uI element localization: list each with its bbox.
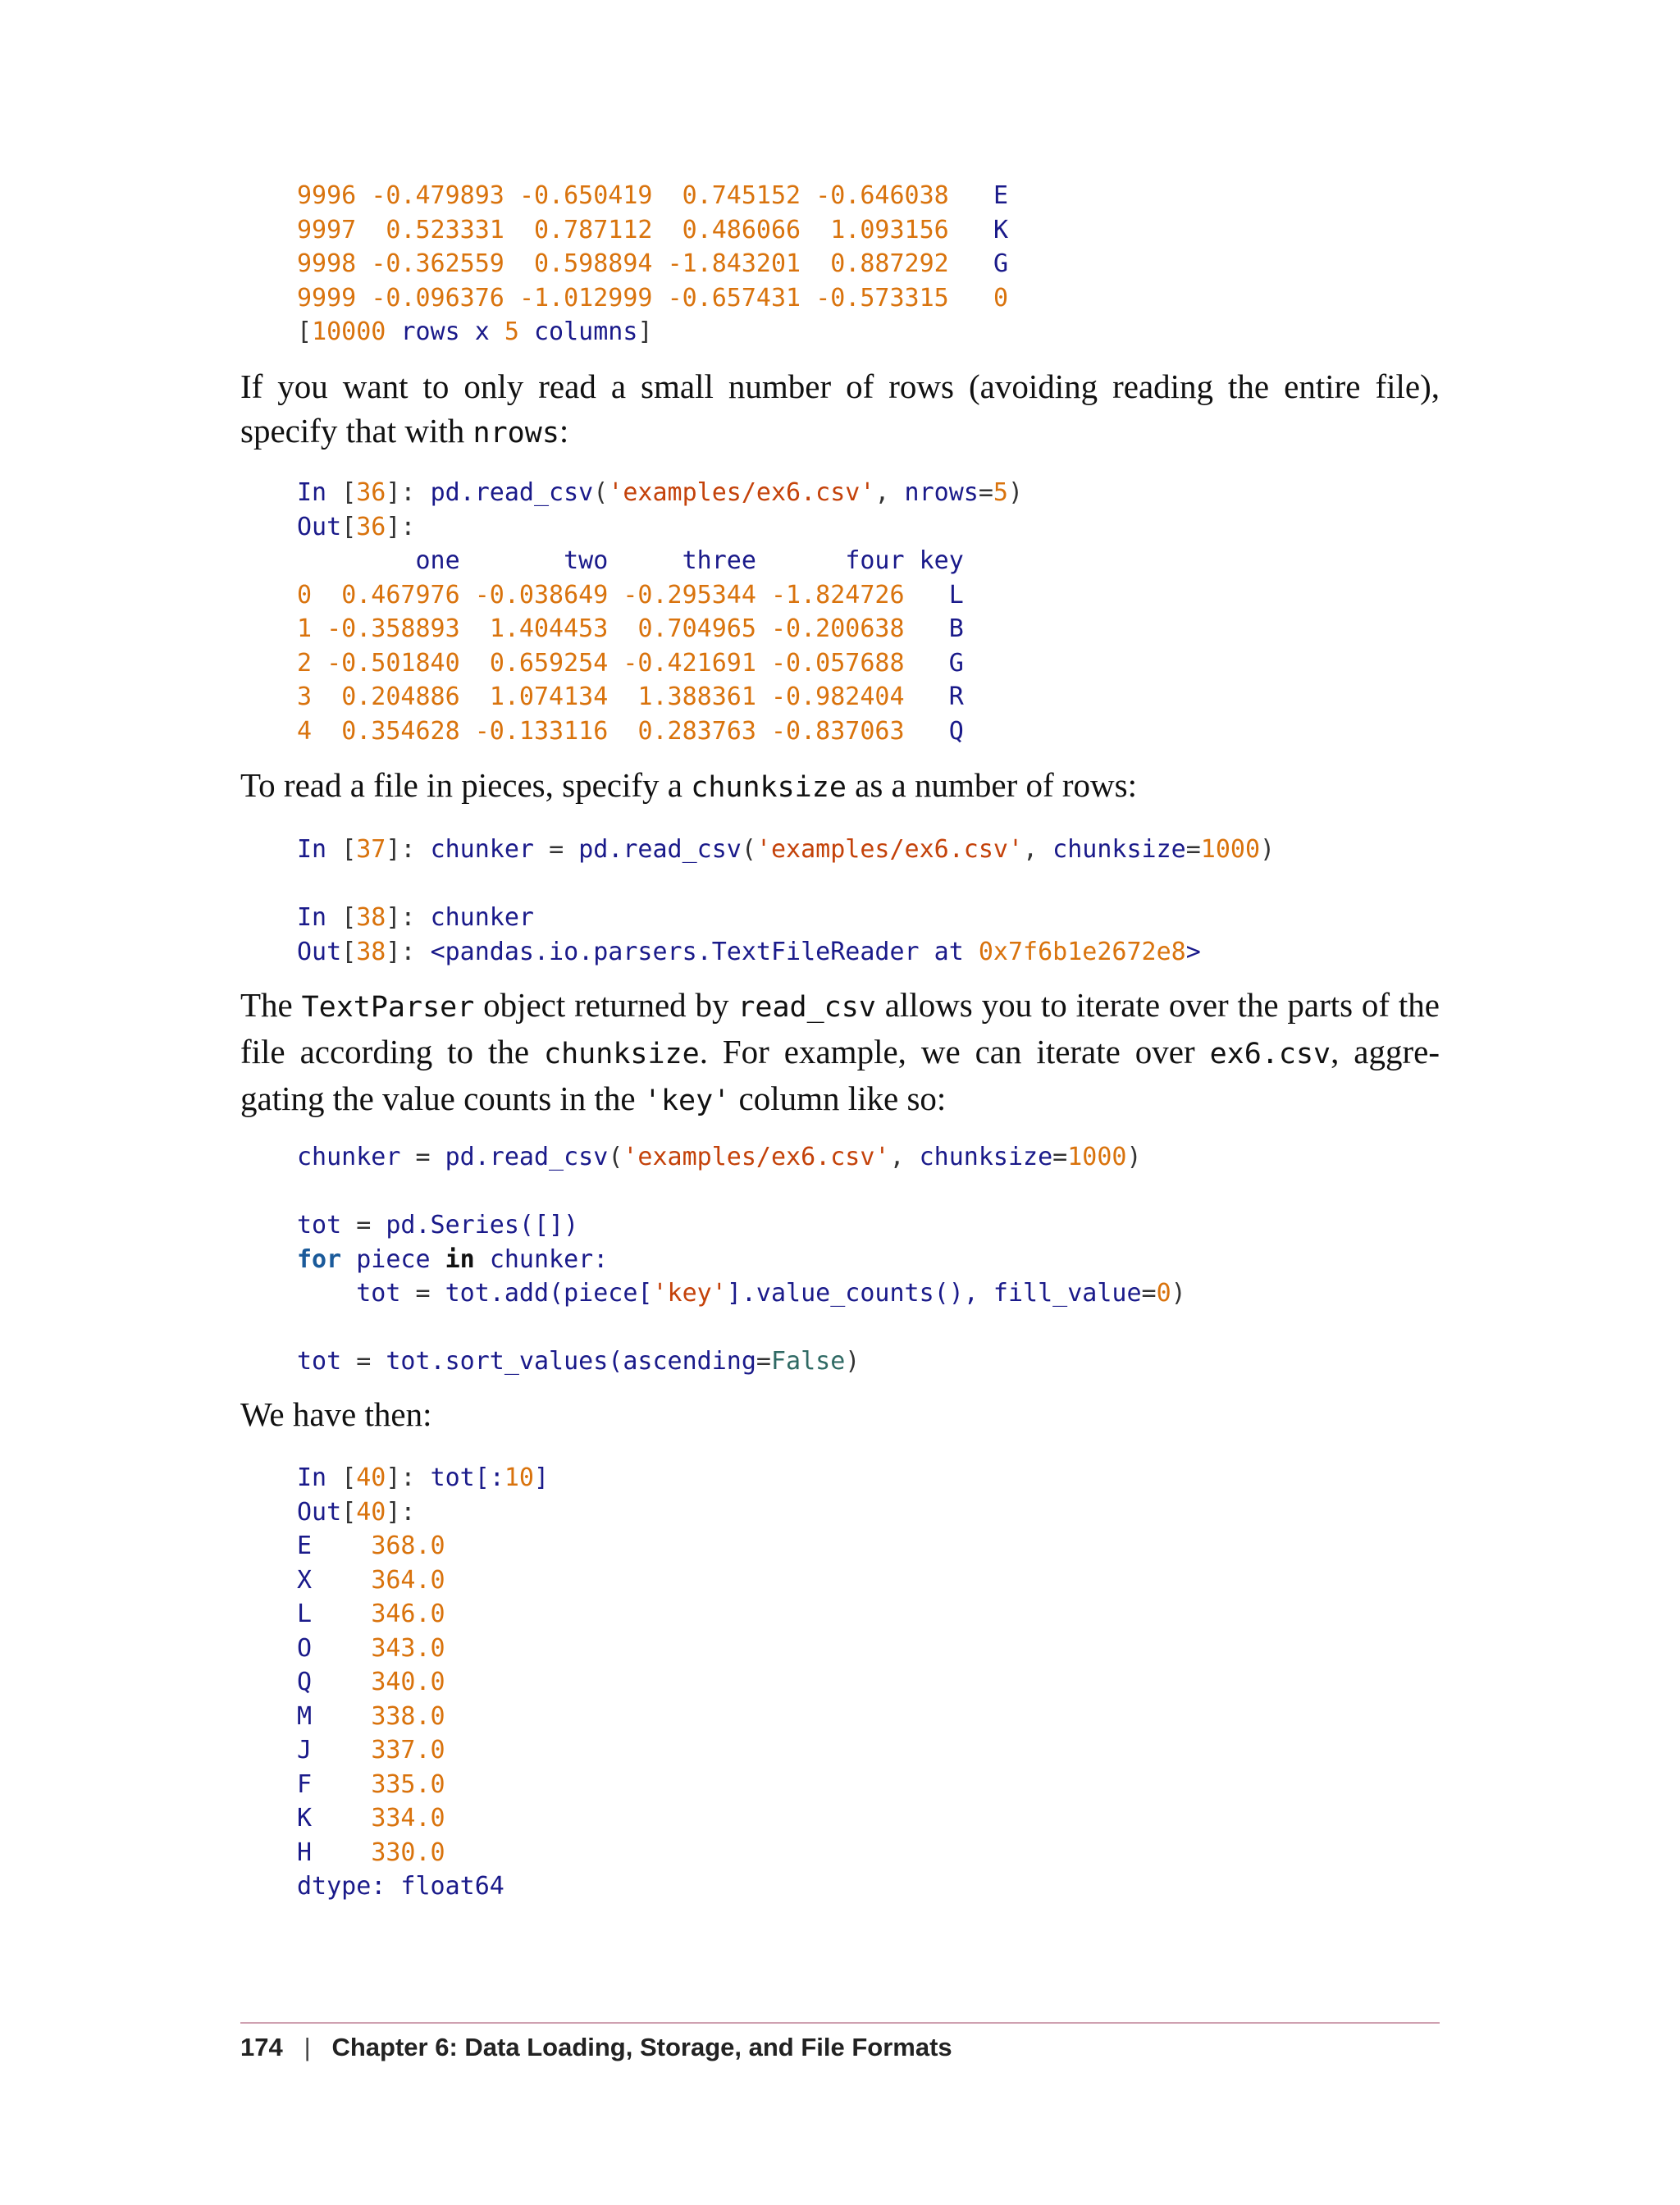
output-label: Out[40]: bbox=[297, 1497, 416, 1527]
chapter-title: Chapter 6: Data Loading, Storage, and File Formats bbox=[331, 2033, 952, 2061]
code-line: for piece in chunker: bbox=[297, 1244, 609, 1274]
table-row: 9996 -0.479893 -0.650419 0.745152 -0.646038 E bbox=[297, 181, 1008, 210]
table-row: 2 -0.501840 0.659254 -0.421691 -0.057688 G bbox=[297, 648, 964, 678]
input-line: In [38]: chunker bbox=[297, 903, 534, 932]
table-row: 0 0.467976 -0.038649 -0.295344 -1.824726 L bbox=[297, 580, 964, 609]
table-row: 3 0.204886 1.074134 1.388361 -0.982404 R bbox=[297, 682, 964, 711]
output-label: Out[36]: bbox=[297, 512, 416, 541]
list-item: H 330.0 bbox=[297, 1838, 445, 1867]
code-cell-in37-in38 bbox=[297, 833, 1275, 969]
list-item: O 343.0 bbox=[297, 1633, 445, 1663]
code-line: tot = tot.add(piece['key'].value_counts(), fill_value=0) bbox=[356, 1279, 1186, 1308]
page-number: 174 bbox=[240, 2033, 283, 2061]
code-cell-in36 bbox=[297, 476, 1023, 748]
dtype-line: dtype: float64 bbox=[297, 1872, 504, 1901]
list-item: F 335.0 bbox=[297, 1769, 445, 1799]
list-item: L 346.0 bbox=[297, 1600, 445, 1628]
table-header: one two three four key bbox=[415, 546, 964, 575]
table-row: 1 -0.358893 1.404453 0.704965 -0.200638 B bbox=[297, 614, 964, 643]
input-line: In [40]: tot[:10] bbox=[297, 1463, 550, 1492]
list-item: Q 340.0 bbox=[297, 1668, 445, 1696]
dataframe-tail-output bbox=[297, 179, 1008, 349]
footer-separator: | bbox=[304, 2033, 311, 2061]
input-line: In [37]: chunker = pd.read_csv('examples/ex6.csv', chunksize=1000) bbox=[297, 835, 1276, 864]
table-row: 4 0.354628 -0.133116 0.283763 -0.837063 Q bbox=[297, 716, 964, 746]
page-footer bbox=[240, 2033, 952, 2062]
paragraph-textparser: The TextParser object returned by read_csv allows you to iterate over the parts of the file according to the chunksize. For example, we can iterate over ex6.csv, aggre-gating the value counts in the 'key' column like so: bbox=[240, 986, 1440, 1117]
paragraph-we-have-then: We have then: bbox=[240, 1395, 432, 1433]
table-row: 9997 0.523331 0.787112 0.486066 1.093156 K bbox=[297, 215, 1008, 244]
code-line: tot = pd.Series([]) bbox=[297, 1211, 579, 1239]
table-row: 9998 -0.362559 0.598894 -1.843201 0.887292 G bbox=[297, 249, 1008, 278]
list-item: M 338.0 bbox=[297, 1701, 445, 1731]
input-line: In [36]: pd.read_csv('examples/ex6.csv', nrows=5) bbox=[297, 478, 1024, 507]
paragraph-nrows: If you want to only read a small number of rows (avoiding reading the entire file), specify that with nrows: bbox=[240, 368, 1440, 450]
footer-divider bbox=[240, 2022, 1440, 2024]
code-cell-in40 bbox=[297, 1461, 549, 1904]
list-item: J 337.0 bbox=[297, 1736, 445, 1764]
list-item: E 368.0 bbox=[297, 1532, 445, 1560]
code-script-block bbox=[297, 1140, 1186, 1379]
code-line: chunker = pd.read_csv('examples/ex6.csv', chunksize=1000) bbox=[297, 1143, 1142, 1171]
shape-summary: [10000 rows x 5 columns] bbox=[297, 317, 653, 346]
list-item: K 334.0 bbox=[297, 1804, 445, 1833]
output-line: Out[38]: <pandas.io.parsers.TextFileReader at 0x7f6b1e2672e8> bbox=[297, 937, 1201, 966]
table-row: 9999 -0.096376 -1.012999 -0.657431 -0.573315 0 bbox=[297, 283, 1008, 313]
list-item: X 364.0 bbox=[297, 1565, 445, 1595]
paragraph-chunksize: To read a file in pieces, specify a chunksize as a number of rows: bbox=[240, 766, 1138, 804]
code-line: tot = tot.sort_values(ascending=False) bbox=[297, 1347, 861, 1376]
